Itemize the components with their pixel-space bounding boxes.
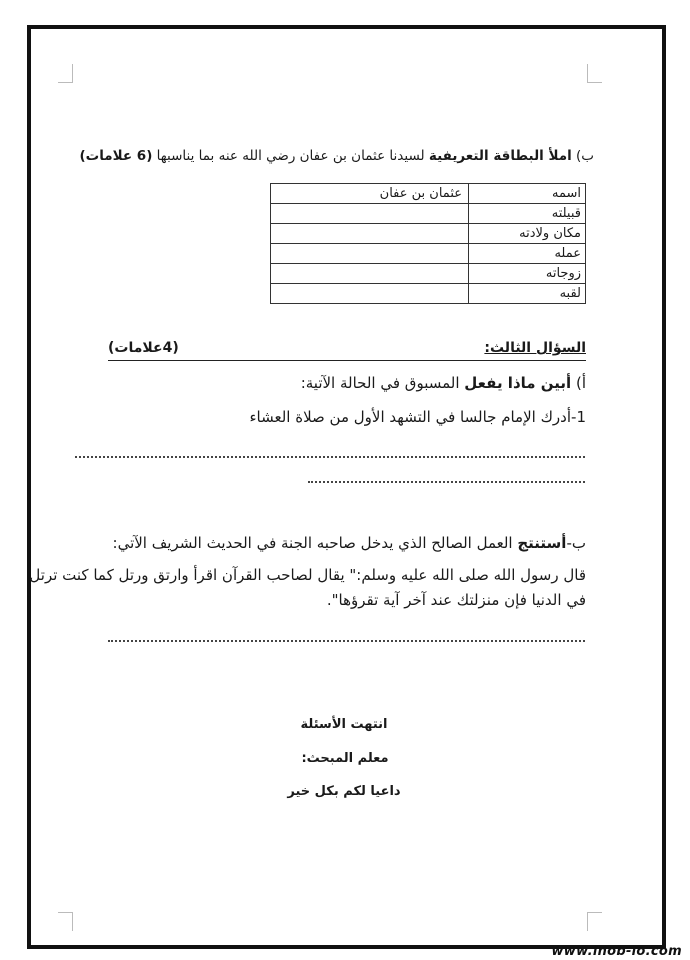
question-b-text: لسيدنا عثمان بن عفان رضي الله عنه بما يناسبها: [156, 148, 425, 164]
question-3-title: السؤال الثالث:: [484, 340, 586, 356]
question-b-marks: (6 علامات): [79, 148, 153, 164]
question-3b-instruction: أستنتج: [517, 534, 567, 552]
end-of-questions: انتهت الأسئلة: [300, 717, 388, 732]
question-3a-text: المسبوق في الحالة الآتية:: [300, 374, 460, 392]
id-card-table: [270, 183, 586, 304]
table-row: [271, 204, 586, 224]
question-b-instruction: املأ البطاقة التعريفية: [428, 148, 572, 164]
field-value[interactable]: عثمان بن عفان: [271, 184, 469, 204]
question-3b-heading: [113, 534, 586, 552]
teacher-label: معلم المبحث:: [301, 751, 389, 766]
table-row: [271, 184, 586, 204]
table-row: [271, 264, 586, 284]
question-3a-item-1: 1-أدرك الإمام جالسا في التشهد الأول من صلاة العشاء: [249, 408, 586, 426]
question-3b-text: العمل الصالح الذي يدخل صاحبه الجنة في الحديث الشريف الآتي:: [112, 534, 513, 552]
answer-line[interactable]: [308, 481, 585, 483]
crop-mark-bottom-right: [587, 912, 602, 931]
watermark: www.inob-io.com: [551, 944, 682, 959]
question-3a-instruction: أبين ماذا يفعل: [464, 374, 572, 392]
question-3b-label: ب-: [566, 534, 586, 552]
crop-mark-top-right: [587, 64, 602, 83]
field-title: لقبه: [469, 284, 586, 304]
field-value[interactable]: [271, 204, 469, 224]
field-wives: زوجاته: [469, 264, 586, 284]
field-value[interactable]: [271, 244, 469, 264]
field-birthplace: مكان ولادته: [469, 224, 586, 244]
hadith-line-1: قال رسول الله صلى الله عليه وسلم:" يقال لصاحب القرآن اقرأ وارتق ورتل كما كنت ترتل: [29, 566, 586, 584]
crop-mark-bottom-left: [58, 912, 73, 931]
answer-line[interactable]: [108, 640, 585, 642]
crop-mark-top-left: [58, 64, 73, 83]
field-tribe: قبيلته: [469, 204, 586, 224]
table-row: [271, 244, 586, 264]
question-3-marks: (4علامات): [108, 340, 179, 356]
question-b-label: ب): [576, 148, 594, 164]
field-value[interactable]: [271, 264, 469, 284]
question-3-header: [108, 340, 586, 361]
table-row: [271, 284, 586, 304]
question-b-heading: [79, 148, 594, 164]
answer-line[interactable]: [75, 456, 585, 458]
closing-wishes: داعيا لكم بكل خير: [287, 784, 401, 799]
field-value[interactable]: [271, 284, 469, 304]
field-value[interactable]: [271, 224, 469, 244]
hadith-line-2: في الدنيا فإن منزلتك عند آخر آية تقرؤها".: [326, 591, 586, 609]
question-3a-heading: [301, 374, 586, 392]
table-row: [271, 224, 586, 244]
field-name: اسمه: [469, 184, 586, 204]
question-3a-label: أ): [575, 374, 586, 392]
field-occupation: عمله: [469, 244, 586, 264]
